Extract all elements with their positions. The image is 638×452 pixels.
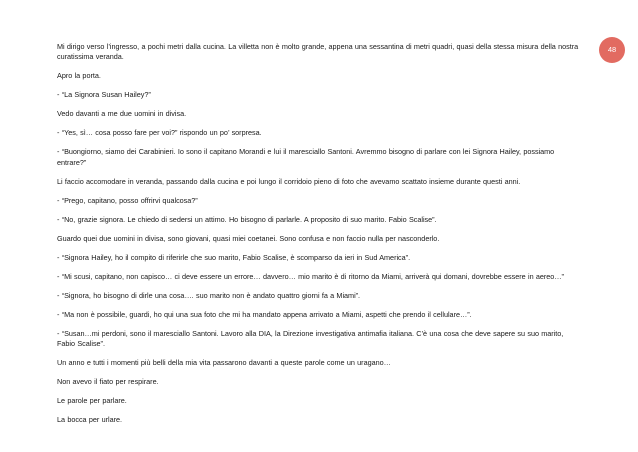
paragraph: - “Buongiorno, siamo dei Carabinieri. Io sono il capitano Morandi e lui il maresciallo Santoni. Avremmo bisogno di parlare con lei Signora Hailey, possiamo entrare?”: [57, 147, 555, 167]
paragraph: Mi dirigo verso l’ingresso, a pochi metri dalla cucina. La villetta non è molto grande, appena una sessantina di metri quadri, quasi della stessa misura della nostra curatissima veranda.: [57, 42, 579, 62]
paragraph: Vedo davanti a me due uomini in divisa.: [57, 109, 187, 119]
paragraph: Un anno e tutti i momenti più belli della mia vita passarono davanti a queste parole come un uragano…: [57, 358, 391, 368]
paragraph: - “Signora, ho bisogno di dirle una cosa…. suo marito non è andato quattro giorni fa a Miami”.: [57, 290, 361, 300]
paragraph: - “Mi scusi, capitano, non capisco… ci deve essere un errore… davvero… mio marito è di ritorno da Miami, arriverà qui domani, dovrebbe essere in aereo…”: [57, 271, 564, 281]
paragraph: - “Signora Hailey, ho il compito di riferirle che suo marito, Fabio Scalise, è scomparso da ieri in Sud America”.: [57, 252, 411, 262]
paragraph: - “Ma non è possibile, guardi, ho qui una sua foto che mi ha mandato appena arrivato a Miami, aspetti che prendo il cellulare…”.: [57, 309, 472, 319]
paragraph: Li faccio accomodare in veranda, passando dalla cucina e poi lungo il corridoio pieno di foto che avevamo scattato insieme durante questi anni.: [57, 176, 521, 186]
paragraph: La bocca per urlare.: [57, 415, 122, 425]
paragraph: - “La Signora Susan Hailey?”: [57, 90, 151, 100]
paragraph: Apro la porta.: [57, 71, 101, 81]
paragraph: - “No, grazie signora. Le chiedo di sedersi un attimo. Ho bisogno di parlarle. A proposito di suo marito. Fabio Scalise”.: [57, 214, 437, 224]
body-text: [57, 42, 579, 434]
paragraph: Le parole per parlare.: [57, 396, 127, 406]
paragraph: Guardo quei due uomini in divisa, sono giovani, quasi miei coetanei. Sono confusa e non faccio nulla per nasconderlo.: [57, 233, 440, 243]
paragraph: - “Yes, sì… cosa posso fare per voi?” rispondo un po’ sorpresa.: [57, 128, 262, 138]
paragraph: - “Susan…mi perdoni, sono il maresciallo Santoni. Lavoro alla DIA, la Direzione investigativa antimafia italiana. C’è una cosa che deve sapere su suo marito, Fabio Scalise”.: [57, 328, 564, 349]
paragraph: - “Prego, capitano, posso offrirvi qualcosa?”: [57, 195, 198, 205]
page-number-badge: 48: [599, 37, 625, 63]
paragraph: Non avevo il fiato per respirare.: [57, 377, 159, 387]
